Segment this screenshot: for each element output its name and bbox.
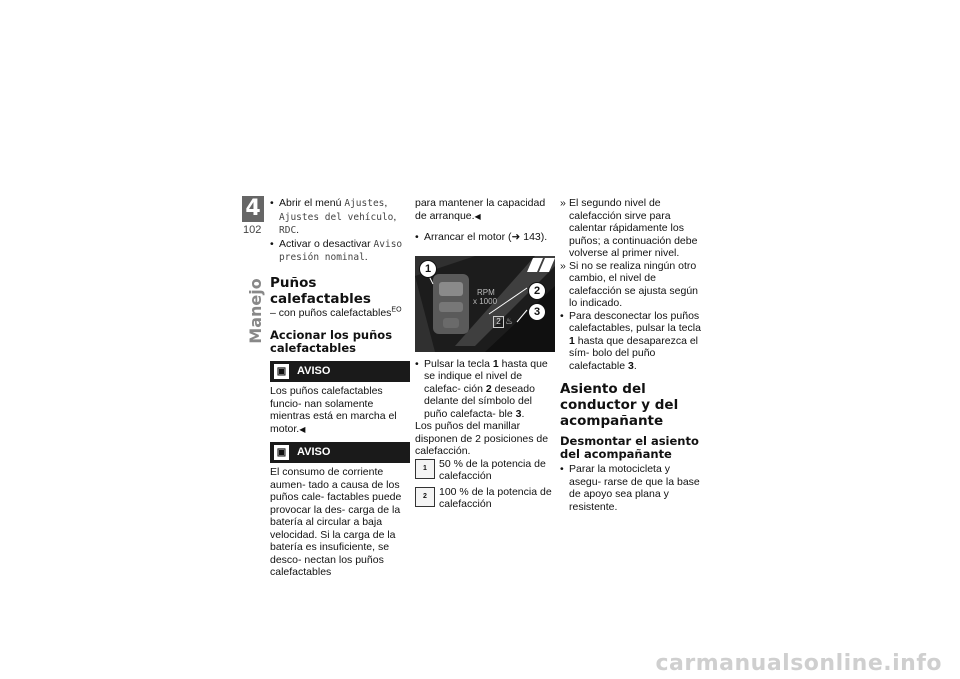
rpm-scale-label: x 1000: [473, 296, 498, 306]
notice-banner-2: ▣ AVISO: [270, 442, 410, 463]
menu-step-2: • Activar o desactivar Aviso presión nominal.: [270, 238, 410, 265]
menu-step-1: • Abrir el menú Ajustes, Ajustes del vehículo, RDC.: [270, 197, 410, 238]
rpm-label: RPM: [477, 287, 495, 297]
start-engine-step: • Arrancar el motor (➜ 143).: [415, 231, 555, 244]
heated-grip-level-1-icon: 1: [415, 459, 435, 479]
heated-grip-level-2-icon: 2: [415, 487, 435, 507]
result-no-change: » Si no se realiza ningún otro cambio, el nivel de calefacción se ajusta según lo indicado.: [560, 260, 702, 310]
chapter-number: 4: [242, 196, 264, 222]
notice-text-2: El consumo de corriente aumen- tado a causa de los puños cale- factables puede provocar la des- carga de la batería al circular a baja velocidad. Si la carga de la batería es insuficiente, se desco- nectan los puños calefactables: [270, 466, 402, 578]
heat-level-100: 2 100 % de la potencia de calefacción: [415, 486, 555, 512]
end-mark-icon: ◀: [299, 424, 306, 434]
photo-callout-1: 1: [419, 260, 437, 278]
photo-callout-2: 2: [528, 282, 546, 300]
park-step: • Parar la motocicleta y asegu- rarse de que la base de apoyo sea plana y resistente.: [560, 463, 702, 513]
column-2: [415, 197, 555, 512]
subheading-operate-grips: Accionar los puños calefactables: [270, 328, 393, 355]
press-key-step: • Pulsar la tecla 1 hasta que se indique el nivel de calefac- ción 2 deseado delante del símbolo del puño calefacta- ble 3.: [415, 358, 555, 421]
warning-engine-icon: ▣: [274, 445, 289, 460]
heating-positions-text: Los puños del manillar disponen de 2 posiciones de calefacción.: [415, 420, 549, 457]
heat-level-50: 1 50 % de la potencia de calefacción: [415, 458, 555, 484]
section-heading-seats: Asiento del conductor y del acompañante: [560, 381, 679, 429]
warning-engine-icon: ▣: [274, 364, 289, 379]
section-heading-heated-grips: Puños calefactables: [270, 274, 371, 307]
column-3: [560, 197, 702, 513]
notice-banner-1: ▣ AVISO: [270, 361, 410, 382]
chapter-side-label: Manejo: [246, 278, 265, 344]
column-1: [270, 197, 410, 579]
page-ref-arrow-icon: ➜: [511, 231, 524, 243]
watermark: carmanualsonline.info: [655, 650, 942, 676]
handlebar-switch-photo: [415, 256, 555, 352]
heated-grip-icon: ♨: [505, 315, 514, 326]
result-second-level: » El segundo nivel de calefacción sirve para calentar rápidamente los puños; a continuación debe volverse al primer nivel.: [560, 197, 702, 260]
photo-callout-3: 3: [528, 303, 546, 321]
subheading-remove-passenger-seat: Desmontar el asiento del acompañante: [560, 434, 699, 461]
continued-text: para mantener la capacidad de arranque.◀: [415, 197, 546, 222]
option-equipment: – con puños calefactables$^{EO}$: [270, 306, 402, 319]
end-mark-icon: ◀: [474, 211, 481, 221]
switch-off-step: • Para desconectar los puños calefactables, pulsar la tecla 1 hasta que desaparezca el sím- bolo del puño calefactable 3.: [560, 310, 702, 373]
page-number: 102: [243, 224, 262, 236]
gear-indicator: 2: [493, 316, 504, 328]
notice-text-1: Los puños calefactables funcio- nan solamente mientras está en marcha el motor.◀: [270, 385, 397, 435]
